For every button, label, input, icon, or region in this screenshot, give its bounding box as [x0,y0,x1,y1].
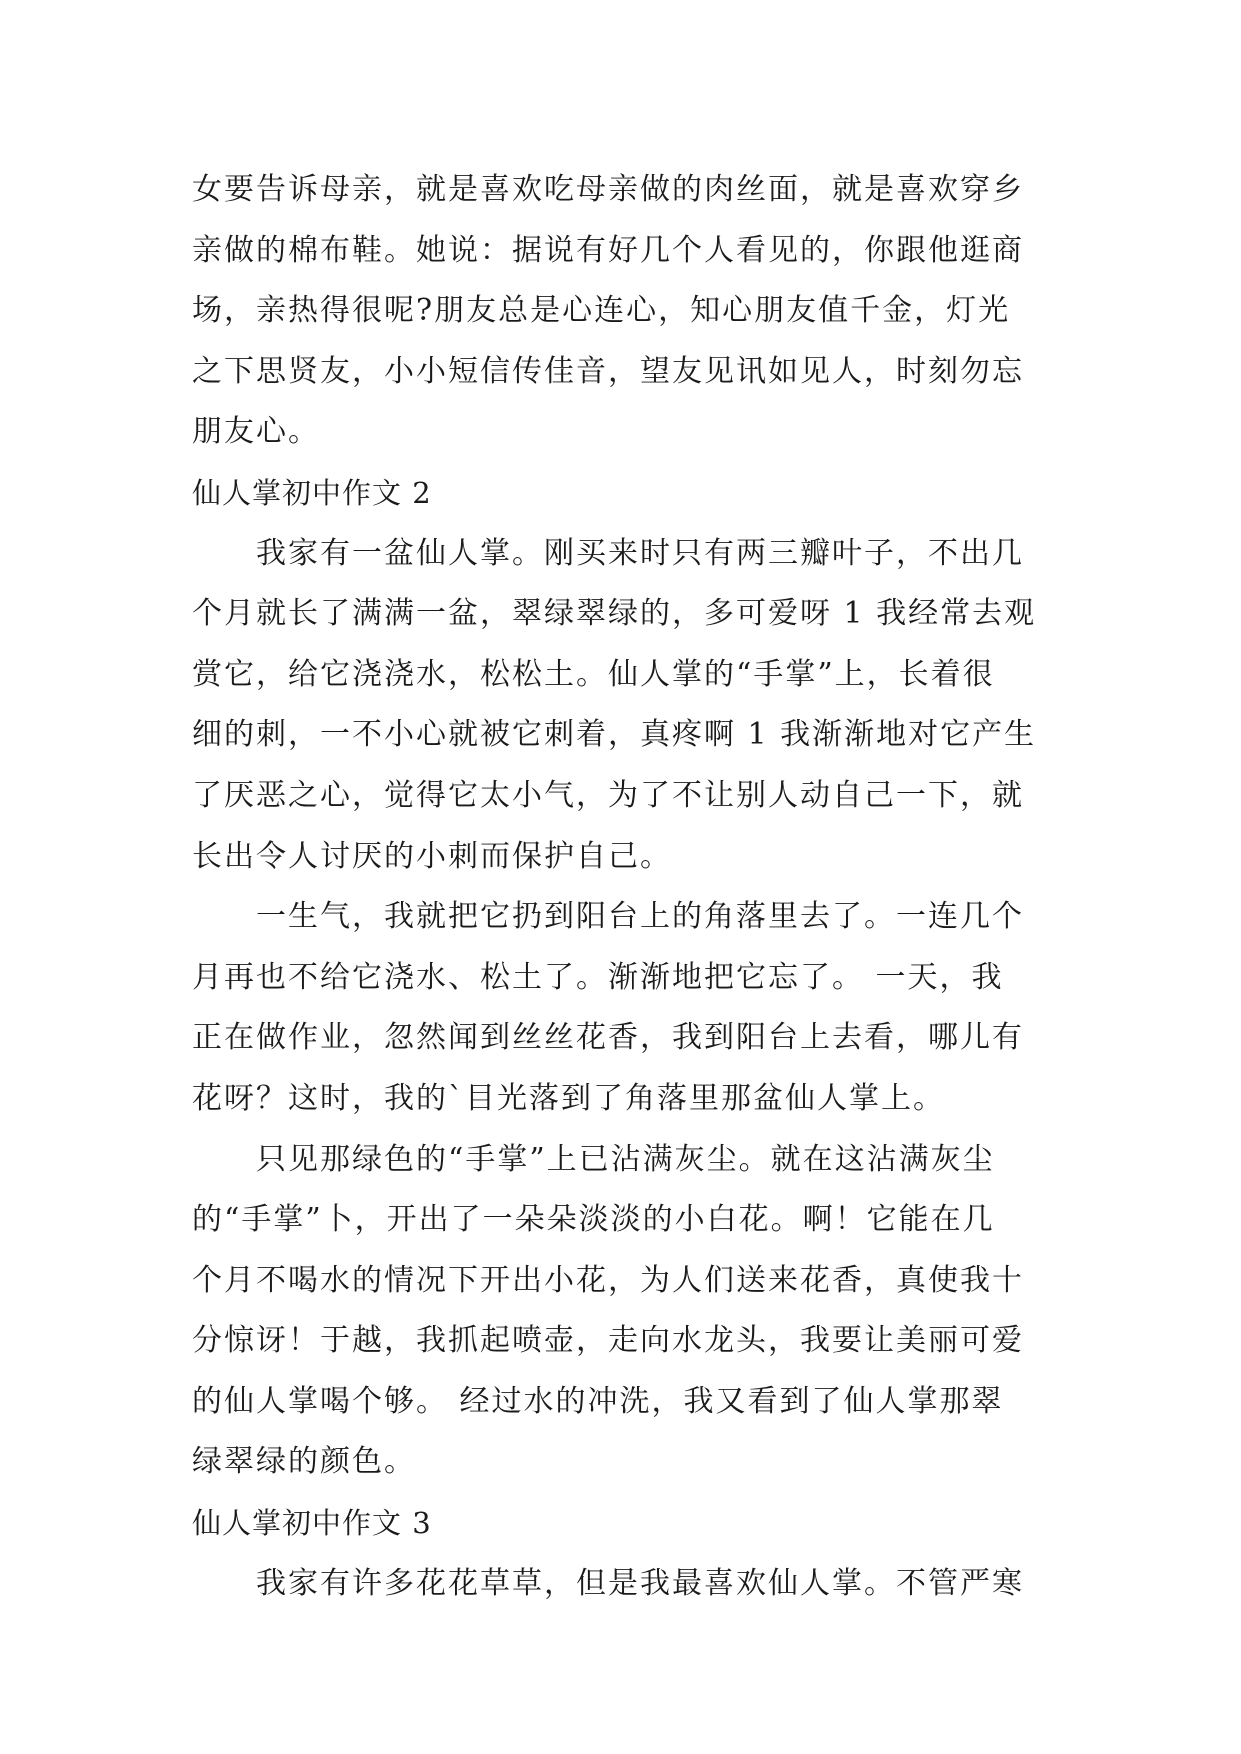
text-line: 长出令人讨厌的小刺而保护自己。 [192,838,672,874]
text-line: 个月不喝水的情况下开出小花，为人们送来花香，真使我十 [192,1262,1024,1298]
text-line: 场，亲热得很呢?朋友总是心连心，知心朋友值千金，灯光 [192,293,1011,329]
paragraph [192,1554,1052,1615]
text-line: 赏它，给它浇浇水，松松土。仙人掌的“手掌”上，长着很 [192,656,995,692]
text-line: 正在做作业，忽然闻到丝丝花香，我到阳台上去看，哪儿有 [192,1020,1024,1056]
text-line: 个月就长了满满一盆，翠绿翠绿的，多可爱呀 1 我经常去观 [192,596,1037,632]
text-line: 月再也不给它浇水、松土了。渐渐地把它忘了。 一天，我 [192,959,1004,995]
text-line: 了厌恶之心，觉得它太小气，为了不让别人动自己一下，就 [192,777,1024,813]
text-line: 细的刺，一不小心就被它刺着，真疼啊 1 我渐渐地对它产生 [192,717,1037,753]
text-line: 女要告诉母亲，就是喜欢吃母亲做的肉丝面，就是喜欢穿乡 [192,172,1024,207]
paragraph [192,1130,1052,1494]
text-line: 分惊讶！于越，我抓起喷壶，走向水龙头，我要让美丽可爱 [192,1323,1024,1359]
text-line: 我家有一盆仙人掌。刚买来时只有两三瓣叶子，不出几 [256,535,1024,571]
text-line: 只见那绿色的“手掌”上已沾满灰尘。就在这沾满灰尘 [256,1141,995,1177]
text-line: 花呀？这时，我的`目光落到了角落里那盆仙人掌上。 [192,1080,945,1116]
text-line: 我家有许多花花草草，但是我最喜欢仙人掌。不管严寒 [256,1565,1024,1601]
paragraph-continuation [192,160,1052,463]
text-line: 的仙人掌喝个够。 经过水的冲洗，我又看到了仙人掌那翠 [192,1383,1004,1419]
document-body [192,160,1052,1614]
text-line: 之下思贤友，小小短信传佳音，望友见讯如见人，时刻勿忘 [192,353,1024,389]
text-line: 的“手掌”卜，开出了一朵朵淡淡的小白花。啊！它能在几 [192,1202,995,1238]
text-line: 朋友心。 [192,414,320,450]
text-line: 亲做的棉布鞋。她说：据说有好几个人看见的，你跟他逛商 [192,232,1024,268]
paragraph [192,524,1052,888]
text-line: 一生气，我就把它扔到阳台上的角落里去了。一连几个 [256,899,1024,935]
text-line: 绿翠绿的颜色。 [192,1444,416,1480]
section-heading: 仙人掌初中作文 3 [192,1506,432,1541]
section-heading: 仙人掌初中作文 2 [192,475,432,510]
paragraph [192,887,1052,1129]
